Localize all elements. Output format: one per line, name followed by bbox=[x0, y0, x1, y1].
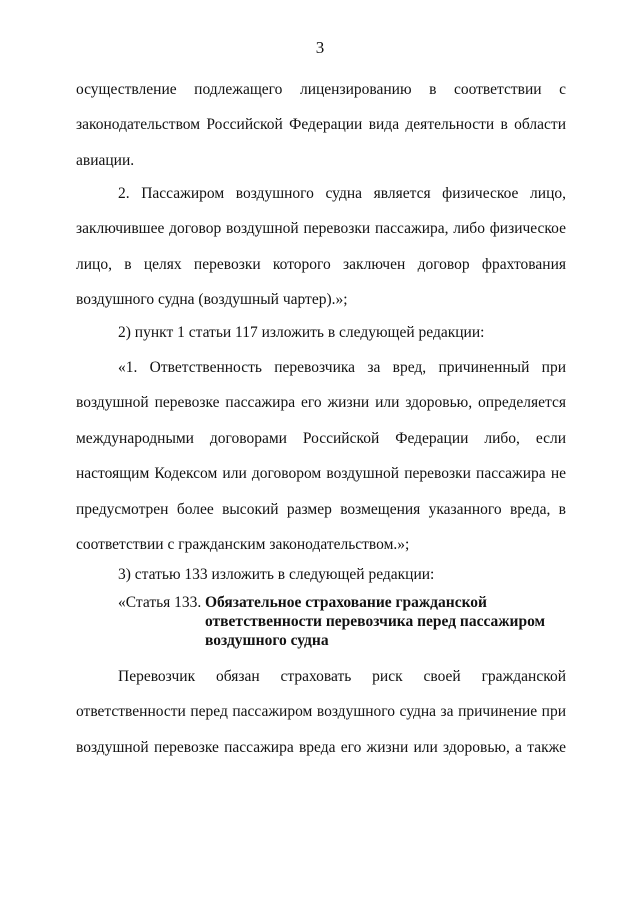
text-line: 2. Пассажиром воздушного судна является физическое лицо, bbox=[118, 185, 566, 202]
paragraph-item-2 bbox=[76, 315, 566, 350]
paragraph-insurance-obligation bbox=[76, 659, 566, 765]
text-line: заключившее договор воздушной перевозки пассажира, либо физическое bbox=[76, 220, 566, 238]
text-line: 2) пункт 1 статьи 117 изложить в следующей редакции: bbox=[118, 324, 485, 341]
article-title-line: воздушного судна bbox=[205, 632, 329, 649]
text-line: лицо, в целях перевозки которого заключен договор фрахтования bbox=[76, 255, 566, 273]
text-line: авиации. bbox=[76, 151, 135, 169]
page-number: 3 bbox=[315, 38, 325, 57]
article-title bbox=[205, 593, 565, 650]
text-line: международными договорами Российской Федерации либо, если bbox=[76, 429, 566, 447]
text-line: осуществление подлежащего лицензированию в соответствии с bbox=[76, 81, 566, 98]
text-line: предусмотрен более высокий размер возмещения указанного вреда, в bbox=[76, 500, 566, 518]
text-line: настоящим Кодексом или договором воздушной перевозки пассажира не bbox=[76, 465, 566, 483]
text-line: воздушного судна (воздушный чартер).»; bbox=[76, 291, 348, 309]
text-line: ответственности перед пассажиром воздушного судна за причинение при bbox=[76, 703, 566, 721]
text-line: «1. Ответственность перевозчика за вред, причиненный при bbox=[118, 359, 566, 376]
article-title-line: ответственности перевозчика перед пассажиром bbox=[205, 613, 546, 630]
text-line: воздушной перевозке пассажира вреда его жизни или здоровью, а также bbox=[76, 738, 566, 756]
text-line: законодательством Российской Федерации вида деятельности в области bbox=[76, 116, 566, 134]
text-line: 3) статью 133 изложить в следующей редакции: bbox=[118, 566, 435, 583]
text-line: Перевозчик обязан страховать риск своей гражданской bbox=[118, 668, 566, 685]
text-line: соответствии с гражданским законодательством.»; bbox=[76, 536, 410, 554]
text-line: воздушной перевозке пассажира его жизни или здоровью, определяется bbox=[76, 394, 566, 412]
paragraph-passenger-definition bbox=[76, 176, 566, 318]
article-label: «Статья 133. bbox=[118, 594, 202, 611]
paragraph-continuation bbox=[76, 72, 566, 178]
paragraph-item-3 bbox=[76, 557, 566, 592]
article-title-line: Обязательное страхование гражданской bbox=[205, 594, 487, 611]
paragraph-carrier-liability bbox=[76, 350, 566, 562]
